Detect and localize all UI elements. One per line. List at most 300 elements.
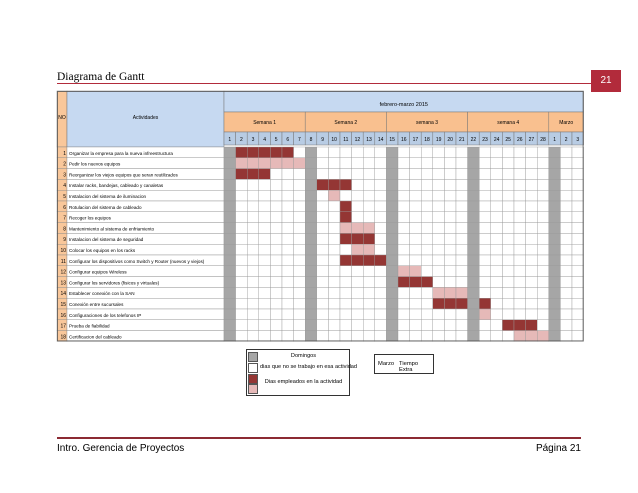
- grid-cell: [502, 255, 514, 266]
- grid-cell: [340, 287, 352, 298]
- task-number: 16: [60, 312, 66, 319]
- grid-cell: [247, 223, 259, 234]
- grid-cell: [236, 190, 248, 201]
- grid-cell: [375, 147, 387, 158]
- grid-cell: [259, 255, 271, 266]
- grid-cell: [294, 147, 306, 158]
- grid-cell: [259, 212, 271, 223]
- grid-cell: [421, 233, 433, 244]
- grid-cell: [491, 277, 503, 288]
- grid-cell: [340, 169, 352, 180]
- grid-cell: [328, 277, 340, 288]
- grid-cell: [560, 277, 572, 288]
- grid-cell: [433, 158, 445, 169]
- sunday-cell: [224, 212, 236, 223]
- day-header-label: 7: [298, 137, 301, 143]
- grid-cell: [572, 277, 584, 288]
- grid-cell: [456, 244, 468, 255]
- task-name: Certificacion del cableado: [69, 334, 122, 340]
- grid-cell: [479, 320, 491, 331]
- grid-cell: [514, 169, 526, 180]
- grid-cell: [572, 212, 584, 223]
- grid-cell: [502, 244, 514, 255]
- grid-cell: [433, 244, 445, 255]
- grid-cell: [317, 309, 329, 320]
- task-number: 4: [63, 183, 66, 190]
- task-bar-dark: [410, 277, 422, 288]
- sunday-cell: [386, 147, 398, 158]
- task-bar-light: [514, 331, 526, 342]
- grid-cell: [433, 147, 445, 158]
- grid-cell: [537, 190, 549, 201]
- grid-cell: [433, 320, 445, 331]
- task-bar-dark: [375, 255, 387, 266]
- sunday-cell: [305, 309, 317, 320]
- day-header-label: 24: [493, 137, 500, 143]
- day-header-label: 5: [274, 137, 278, 143]
- task-number: 15: [60, 302, 66, 308]
- grid-cell: [270, 223, 282, 234]
- grid-cell: [537, 298, 549, 309]
- week-header-label: Semana 1: [253, 120, 276, 126]
- grid-cell: [375, 266, 387, 277]
- grid-cell: [479, 277, 491, 288]
- sunday-cell: [224, 266, 236, 277]
- grid-cell: [410, 169, 422, 180]
- grid-cell: [270, 255, 282, 266]
- sunday-cell: [468, 147, 480, 158]
- grid-cell: [375, 179, 387, 190]
- grid-cell: [363, 277, 375, 288]
- day-header-label: 9: [321, 137, 324, 143]
- sunday-cell: [305, 320, 317, 331]
- grid-cell: [363, 190, 375, 201]
- week-header-label: Semana 2: [334, 120, 358, 126]
- task-number: 13: [60, 280, 66, 287]
- grid-cell: [317, 298, 329, 309]
- grid-cell: [363, 320, 375, 331]
- grid-cell: [433, 169, 445, 180]
- grid-cell: [259, 298, 271, 309]
- grid-cell: [410, 255, 422, 266]
- grid-cell: [294, 320, 306, 331]
- day-header-label: 16: [401, 137, 407, 143]
- day-header-label: 17: [412, 137, 419, 143]
- grid-cell: [479, 331, 491, 342]
- grid-cell: [363, 266, 375, 277]
- sunday-cell: [549, 233, 561, 244]
- grid-cell: [363, 212, 375, 223]
- task-number: 10: [60, 248, 66, 254]
- grid-cell: [340, 277, 352, 288]
- task-name: Configurar equipos Wireless: [69, 269, 127, 275]
- task-bar-light: [456, 287, 468, 298]
- grid-cell: [259, 277, 271, 288]
- task-number: 3: [63, 172, 66, 179]
- sunday-cell: [305, 147, 317, 158]
- grid-cell: [433, 179, 445, 190]
- grid-cell: [352, 298, 364, 309]
- grid-cell: [572, 179, 584, 190]
- task-number: 2: [63, 161, 66, 168]
- grid-cell: [560, 169, 572, 180]
- sunday-cell: [468, 190, 480, 201]
- sunday-cell: [305, 277, 317, 288]
- grid-cell: [526, 309, 538, 320]
- grid-cell: [259, 201, 271, 212]
- header-no-label: NO: [58, 115, 66, 121]
- grid-cell: [270, 277, 282, 288]
- grid-cell: [340, 190, 352, 201]
- day-header-label: 26: [517, 137, 523, 143]
- grid-cell: [236, 255, 248, 266]
- grid-cell: [537, 277, 549, 288]
- grid-cell: [560, 223, 572, 234]
- grid-cell: [491, 233, 503, 244]
- grid-cell: [270, 331, 282, 342]
- grid-cell: [328, 320, 340, 331]
- task-number: 8: [63, 226, 66, 233]
- sunday-cell: [224, 244, 236, 255]
- grid-cell: [270, 179, 282, 190]
- grid-cell: [294, 298, 306, 309]
- grid-cell: [572, 233, 584, 244]
- day-header-label: 1: [228, 137, 232, 143]
- grid-cell: [375, 201, 387, 212]
- footer-rule: [57, 437, 581, 439]
- task-bar-dark: [456, 298, 468, 309]
- grid-cell: [526, 233, 538, 244]
- grid-cell: [479, 169, 491, 180]
- task-number: 5: [63, 194, 66, 200]
- grid-cell: [375, 320, 387, 331]
- task-bar-light: [526, 331, 538, 342]
- sunday-cell: [386, 266, 398, 277]
- grid-cell: [398, 179, 410, 190]
- day-header-label: 25: [505, 137, 511, 143]
- sunday-cell: [468, 331, 480, 342]
- grid-cell: [259, 320, 271, 331]
- day-header-label: 13: [366, 137, 372, 143]
- grid-cell: [340, 298, 352, 309]
- task-bar-light: [352, 223, 364, 234]
- grid-cell: [270, 244, 282, 255]
- task-bar-light: [282, 158, 294, 169]
- grid-cell: [444, 277, 456, 288]
- grid-cell: [514, 277, 526, 288]
- sunday-cell: [386, 244, 398, 255]
- grid-cell: [236, 223, 248, 234]
- week-header-label: Marzo: [559, 120, 574, 126]
- grid-cell: [560, 331, 572, 342]
- grid-cell: [375, 298, 387, 309]
- grid-cell: [247, 201, 259, 212]
- grid-cell: [398, 244, 410, 255]
- grid-cell: [479, 179, 491, 190]
- grid-cell: [537, 201, 549, 212]
- footer-page-number: Página 21: [535, 443, 581, 454]
- grid-cell: [294, 244, 306, 255]
- grid-cell: [502, 212, 514, 223]
- grid-cell: [410, 309, 422, 320]
- grid-cell: [236, 309, 248, 320]
- grid-cell: [560, 266, 572, 277]
- sunday-cell: [386, 169, 398, 180]
- grid-cell: [491, 320, 503, 331]
- grid-cell: [537, 309, 549, 320]
- sunday-cell: [224, 223, 236, 234]
- grid-cell: [375, 244, 387, 255]
- grid-cell: [375, 169, 387, 180]
- header-rule: [57, 83, 591, 84]
- day-header-label: 4: [263, 137, 266, 143]
- grid-cell: [398, 309, 410, 320]
- grid-cell: [560, 179, 572, 190]
- grid-cell: [433, 212, 445, 223]
- task-bar-dark: [363, 233, 375, 244]
- sunday-cell: [386, 233, 398, 244]
- grid-cell: [328, 169, 340, 180]
- sunday-cell: [386, 212, 398, 223]
- grid-cell: [421, 287, 433, 298]
- grid-cell: [282, 179, 294, 190]
- grid-cell: [456, 201, 468, 212]
- grid-cell: [328, 244, 340, 255]
- grid-cell: [560, 320, 572, 331]
- sunday-cell: [386, 223, 398, 234]
- grid-cell: [352, 201, 364, 212]
- grid-cell: [421, 201, 433, 212]
- grid-cell: [352, 179, 364, 190]
- grid-cell: [491, 331, 503, 342]
- sunday-cell: [468, 179, 480, 190]
- task-name: Configurar los servidores (fisicos y virtuales): [69, 280, 160, 286]
- sunday-cell: [468, 169, 480, 180]
- grid-cell: [502, 190, 514, 201]
- grid-cell: [398, 169, 410, 180]
- grid-cell: [421, 212, 433, 223]
- sunday-cell: [224, 320, 236, 331]
- sunday-cell: [224, 169, 236, 180]
- grid-cell: [340, 158, 352, 169]
- task-name: Mantenimiento al sistema de enfriamiento: [69, 226, 155, 232]
- grid-cell: [456, 233, 468, 244]
- task-name: Organizar la empresa para la nueva infreestructura: [69, 150, 173, 156]
- grid-cell: [247, 179, 259, 190]
- grid-cell: [526, 287, 538, 298]
- day-header-label: 2: [240, 137, 243, 143]
- task-bar-light: [537, 331, 549, 342]
- grid-cell: [328, 233, 340, 244]
- grid-cell: [259, 287, 271, 298]
- grid-cell: [514, 244, 526, 255]
- grid-cell: [398, 287, 410, 298]
- grid-cell: [375, 212, 387, 223]
- grid-cell: [259, 331, 271, 342]
- grid-cell: [491, 212, 503, 223]
- task-number: 1: [63, 150, 66, 157]
- sunday-cell: [468, 244, 480, 255]
- grid-cell: [444, 147, 456, 158]
- grid-cell: [270, 320, 282, 331]
- task-bar-dark: [247, 169, 259, 180]
- task-name: Instalacion del sistema de seguridad: [69, 237, 144, 243]
- grid-cell: [259, 179, 271, 190]
- task-number: 14: [60, 291, 66, 298]
- grid-cell: [479, 223, 491, 234]
- grid-cell: [410, 298, 422, 309]
- grid-cell: [526, 190, 538, 201]
- grid-cell: [294, 190, 306, 201]
- week-header-label: semana 3: [416, 120, 438, 126]
- task-bar-dark: [340, 212, 352, 223]
- sunday-cell: [468, 201, 480, 212]
- task-bar-light: [259, 158, 271, 169]
- grid-cell: [236, 320, 248, 331]
- task-bar-light: [352, 244, 364, 255]
- grid-cell: [514, 233, 526, 244]
- grid-cell: [433, 277, 445, 288]
- grid-cell: [456, 223, 468, 234]
- sunday-cell: [305, 255, 317, 266]
- grid-cell: [502, 233, 514, 244]
- grid-cell: [537, 147, 549, 158]
- sunday-cell: [386, 277, 398, 288]
- grid-cell: [479, 201, 491, 212]
- sunday-cell: [386, 287, 398, 298]
- task-bar-dark: [502, 320, 514, 331]
- grid-cell: [410, 179, 422, 190]
- grid-cell: [410, 190, 422, 201]
- grid-cell: [282, 331, 294, 342]
- grid-cell: [270, 169, 282, 180]
- grid-cell: [433, 266, 445, 277]
- grid-cell: [294, 287, 306, 298]
- task-bar-dark: [270, 147, 282, 158]
- grid-cell: [282, 320, 294, 331]
- sunday-cell: [549, 255, 561, 266]
- legend-months: [374, 354, 434, 374]
- grid-cell: [363, 309, 375, 320]
- grid-cell: [572, 298, 584, 309]
- task-bar-dark: [363, 255, 375, 266]
- task-number: 12: [60, 269, 66, 276]
- grid-cell: [537, 169, 549, 180]
- grid-cell: [560, 309, 572, 320]
- grid-cell: [352, 320, 364, 331]
- sunday-cell: [224, 277, 236, 288]
- grid-cell: [282, 212, 294, 223]
- grid-cell: [317, 201, 329, 212]
- grid-cell: [537, 212, 549, 223]
- sunday-cell: [549, 266, 561, 277]
- sunday-cell: [224, 309, 236, 320]
- sunday-cell: [549, 201, 561, 212]
- grid-cell: [421, 179, 433, 190]
- sunday-cell: [305, 331, 317, 342]
- grid-cell: [456, 179, 468, 190]
- grid-cell: [340, 147, 352, 158]
- sunday-cell: [386, 158, 398, 169]
- grid-cell: [398, 190, 410, 201]
- task-bar-dark: [340, 179, 352, 190]
- grid-cell: [270, 233, 282, 244]
- day-header-label: 11: [343, 137, 349, 143]
- grid-cell: [526, 169, 538, 180]
- grid-cell: [572, 255, 584, 266]
- grid-cell: [526, 277, 538, 288]
- task-name: Establecer conexión con la SAN: [69, 291, 135, 297]
- grid-cell: [363, 287, 375, 298]
- grid-cell: [282, 233, 294, 244]
- legend-marzo: Marzo: [378, 361, 395, 367]
- task-bar-light: [479, 309, 491, 320]
- sunday-cell: [305, 223, 317, 234]
- sunday-cell: [224, 331, 236, 342]
- task-bar-dark: [259, 169, 271, 180]
- grid-cell: [537, 266, 549, 277]
- grid-cell: [410, 331, 422, 342]
- sunday-cell: [468, 320, 480, 331]
- grid-cell: [444, 169, 456, 180]
- grid-cell: [514, 223, 526, 234]
- grid-cell: [433, 331, 445, 342]
- task-bar-dark: [352, 255, 364, 266]
- grid-cell: [317, 255, 329, 266]
- sunday-cell: [305, 233, 317, 244]
- grid-cell: [247, 309, 259, 320]
- grid-cell: [259, 190, 271, 201]
- sunday-cell: [305, 158, 317, 169]
- grid-cell: [444, 309, 456, 320]
- grid-cell: [526, 255, 538, 266]
- sunday-cell: [549, 277, 561, 288]
- task-bar-light: [363, 223, 375, 234]
- grid-cell: [328, 255, 340, 266]
- grid-cell: [294, 169, 306, 180]
- task-number: 9: [63, 237, 66, 244]
- grid-cell: [294, 179, 306, 190]
- grid-cell: [456, 158, 468, 169]
- grid-cell: [502, 223, 514, 234]
- grid-cell: [375, 277, 387, 288]
- grid-cell: [526, 158, 538, 169]
- grid-cell: [352, 309, 364, 320]
- task-name: Rotulacion del sistema de cableado: [69, 204, 142, 210]
- sunday-cell: [549, 309, 561, 320]
- grid-cell: [247, 331, 259, 342]
- day-header-label: 15: [389, 137, 395, 143]
- task-bar-light: [247, 158, 259, 169]
- grid-cell: [560, 244, 572, 255]
- grid-cell: [398, 158, 410, 169]
- grid-cell: [317, 169, 329, 180]
- grid-cell: [421, 158, 433, 169]
- sunday-cell: [549, 147, 561, 158]
- grid-cell: [294, 212, 306, 223]
- grid-cell: [572, 266, 584, 277]
- grid-cell: [317, 266, 329, 277]
- grid-cell: [514, 287, 526, 298]
- grid-cell: [398, 212, 410, 223]
- grid-cell: [247, 244, 259, 255]
- grid-cell: [479, 287, 491, 298]
- grid-cell: [375, 233, 387, 244]
- grid-cell: [560, 147, 572, 158]
- grid-cell: [514, 190, 526, 201]
- grid-cell: [433, 309, 445, 320]
- grid-cell: [294, 201, 306, 212]
